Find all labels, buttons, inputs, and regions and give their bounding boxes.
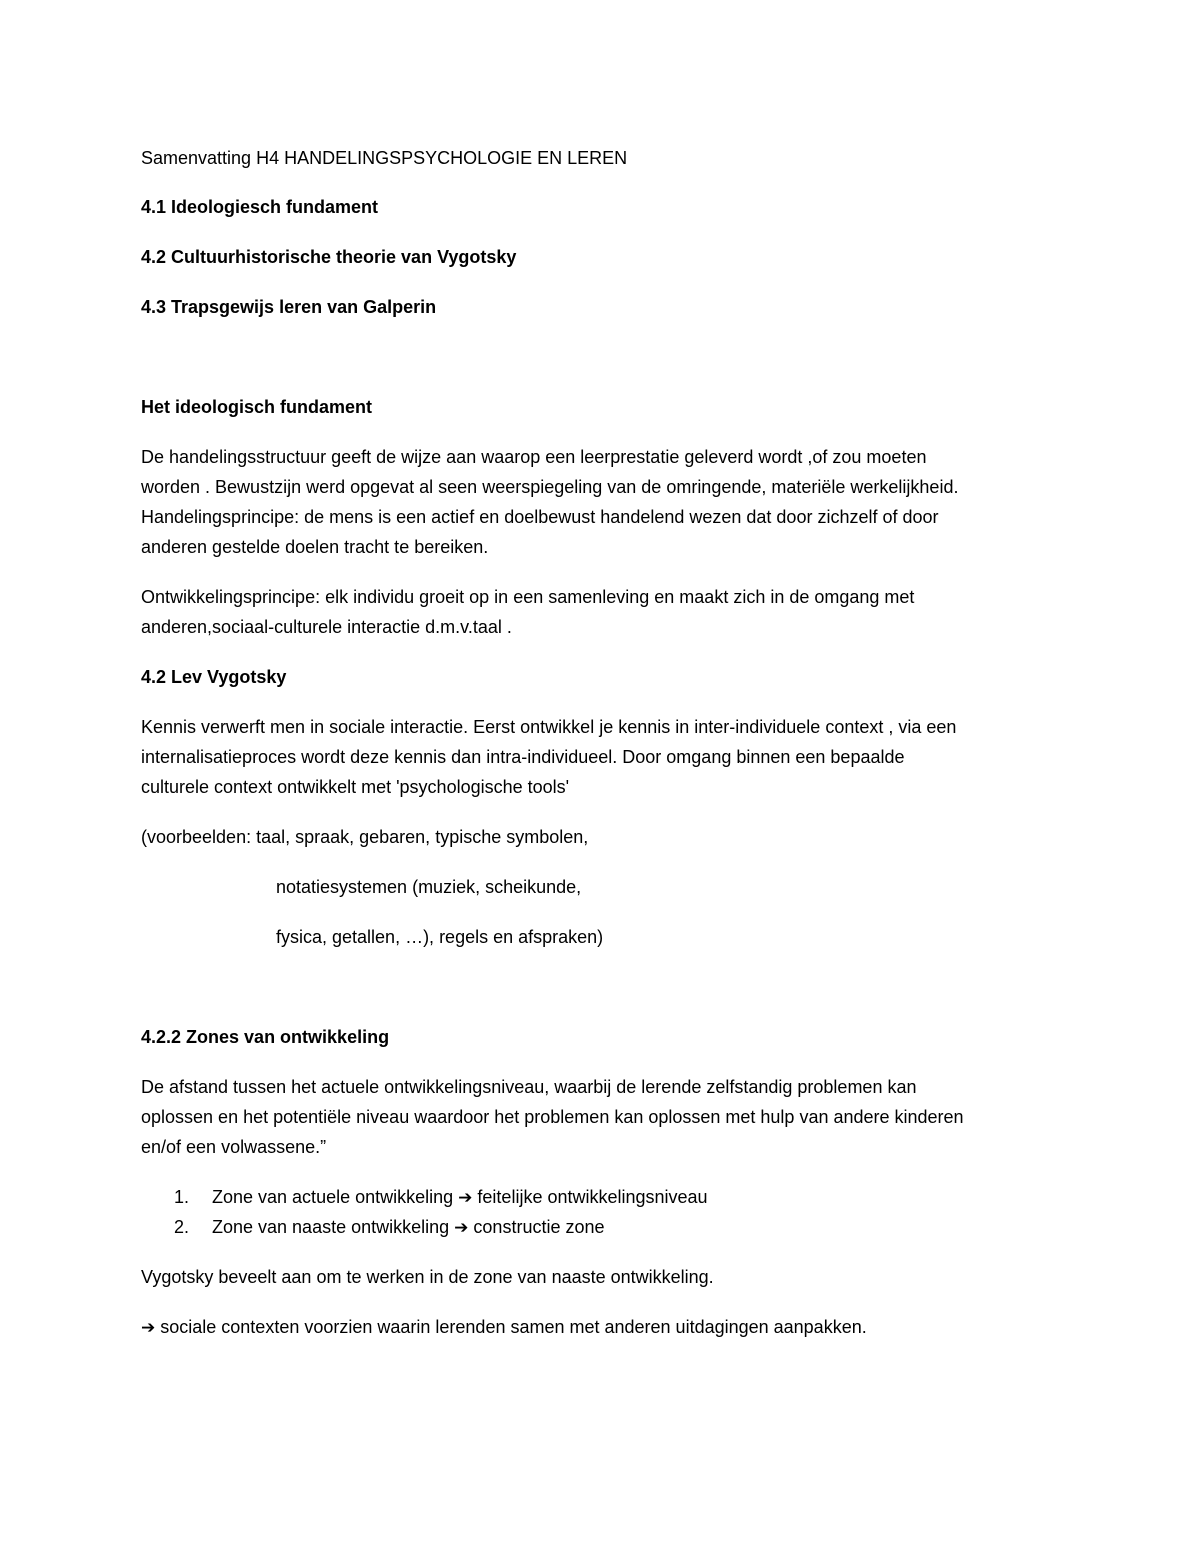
paragraph-line: worden . Bewustzijn werd opgevat al seen weerspiegeling van de omringende, materiële werkelijkheid. [141,477,959,497]
arrow-right-icon: ➔ [454,1218,469,1238]
list-item-right: constructie zone [468,1217,605,1237]
heading-ideologisch-fundament: Het ideologisch fundament [141,397,373,417]
arrow-right-icon: ➔ [458,1188,473,1208]
list-item-left: Zone van naaste ontwikkeling [212,1217,450,1237]
toc-item-4-1: 4.1 Ideologiesch fundament [141,197,379,217]
paragraph-line: anderen gestelde doelen tracht te bereiken. [141,537,489,557]
arrow-paragraph-text: sociale contexten voorzien waarin lerenden samen met anderen uitdagingen aanpakken. [155,1317,867,1337]
toc-item-4-3: 4.3 Trapsgewijs leren van Galperin [141,297,437,317]
paragraph-line: Ontwikkelingsprincipe: elk individu groeit op in een samenleving en maakt zich in de omgang met [141,587,915,607]
paragraph-line: culturele context ontwikkelt met 'psychologische tools' [141,777,570,797]
paragraph-line: oplossen en het potentiële niveau waardoor het problemen kan oplossen met hulp van andere kinderen [141,1107,964,1127]
examples-line: fysica, getallen, …), regels en afspraken) [276,927,604,947]
paragraph-line: en/of een volwassene.” [141,1137,327,1157]
paragraph-line: Handelingsprincipe: de mens is een actief en doelbewust handelend wezen dat door zichzelf of door [141,507,939,527]
list-item-left: Zone van actuele ontwikkeling [212,1187,454,1207]
list-number: 2. [174,1217,190,1237]
heading-zones-van-ontwikkeling: 4.2.2 Zones van ontwikkeling [141,1027,390,1047]
list-item-right: feitelijke ontwikkelingsniveau [472,1187,708,1207]
examples-line: (voorbeelden: taal, spraak, gebaren, typische symbolen, [141,827,589,847]
paragraph-line: De handelingsstructuur geeft de wijze aan waarop een leerprestatie geleverd wordt ,of zou moeten [141,447,927,467]
paragraph-line: Vygotsky beveelt aan om te werken in de zone van naaste ontwikkeling. [141,1267,714,1287]
heading-lev-vygotsky: 4.2 Lev Vygotsky [141,667,287,687]
document-title: Samenvatting H4 HANDELINGSPSYCHOLOGIE EN LEREN [141,148,628,168]
paragraph-line: internalisatieproces wordt deze kennis dan intra-individueel. Door omgang binnen een bepaalde [141,747,905,767]
paragraph-line: De afstand tussen het actuele ontwikkelingsniveau, waarbij de lerende zelfstandig problemen kan [141,1077,917,1097]
list-number: 1. [174,1187,190,1207]
examples-line: notatiesystemen (muziek, scheikunde, [276,877,582,897]
paragraph-line: Kennis verwerft men in sociale interactie. Eerst ontwikkel je kennis in inter-individuele context , via een [141,717,957,737]
toc-item-4-2: 4.2 Cultuurhistorische theorie van Vygotsky [141,247,517,267]
arrow-right-icon: ➔ [141,1318,156,1338]
arrow-paragraph [141,1315,867,1340]
list-item [174,1185,708,1210]
list-item [174,1215,605,1240]
paragraph-line: anderen,sociaal-culturele interactie d.m.v.taal . [141,617,512,637]
